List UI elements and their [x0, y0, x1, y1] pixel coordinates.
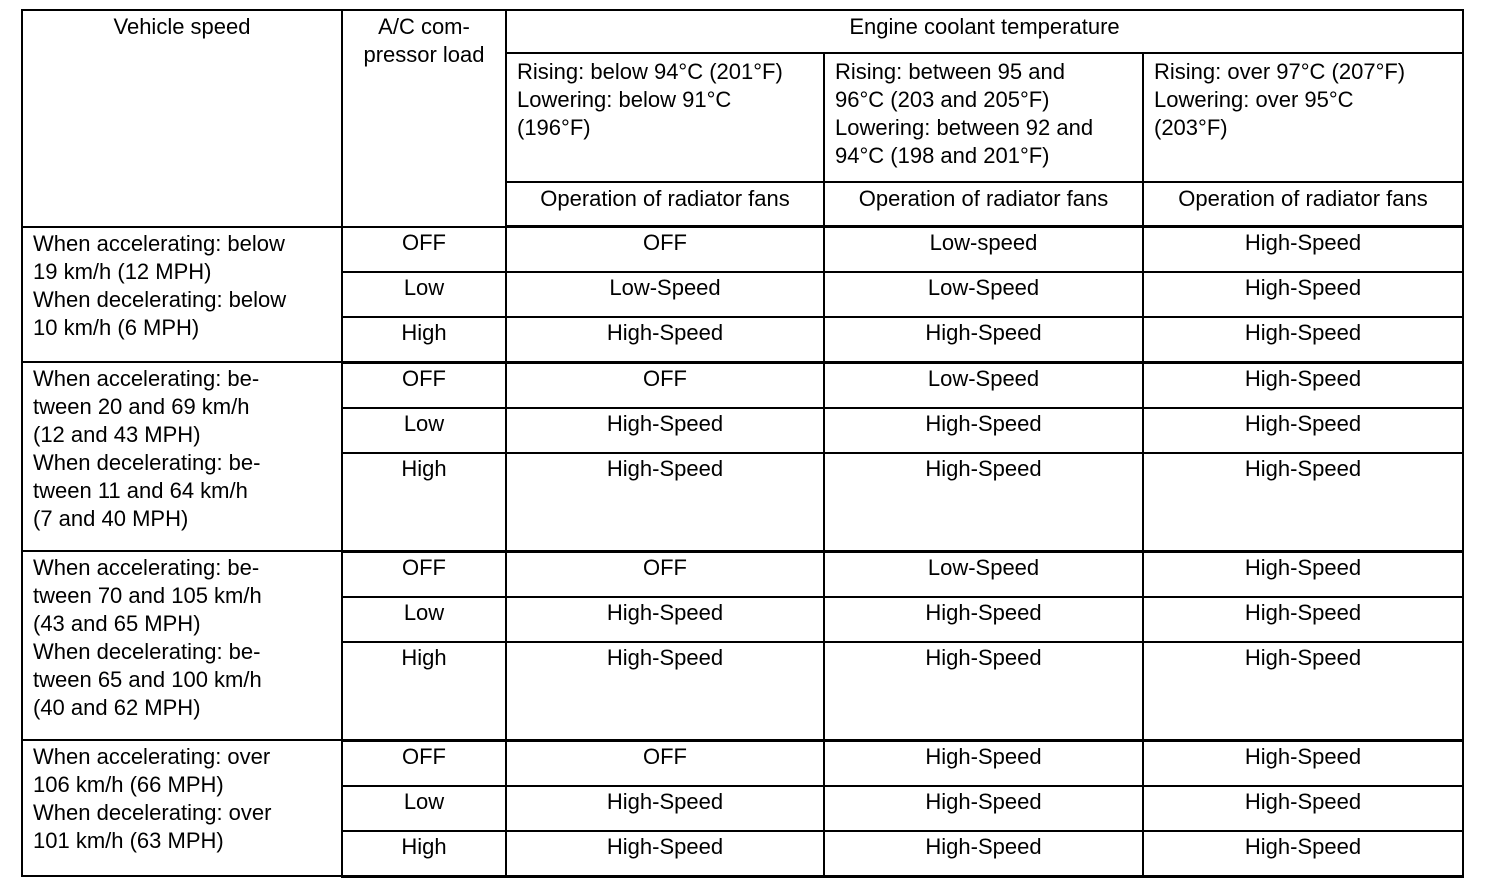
- speed-group-1: When accelerating: below 19 km/h (12 MPH) When decelerating: below 10 km/h (6 MPH): [22, 227, 342, 363]
- fan-cell: High-Speed: [1143, 408, 1463, 453]
- fan-cell: High-Speed: [1143, 453, 1463, 552]
- ac-load-cell: OFF: [342, 227, 506, 272]
- fan-cell: Low-Speed: [824, 272, 1143, 317]
- fan-cell: High-Speed: [506, 453, 824, 552]
- temp-range-1: Rising: below 94°C (201°F) Lowering: below 91°C (196°F): [506, 53, 824, 182]
- fan-cell: High-Speed: [824, 408, 1143, 453]
- fan-cell: High-Speed: [824, 740, 1143, 786]
- ac-load-cell: High: [342, 317, 506, 363]
- fan-cell: High-Speed: [1143, 831, 1463, 877]
- ac-load-cell: Low: [342, 272, 506, 317]
- radiator-fan-operation-table: [21, 9, 1464, 878]
- fan-op-header-1: Operation of radiator fans: [506, 182, 824, 227]
- fan-cell: High-Speed: [824, 317, 1143, 363]
- fan-cell: High-Speed: [506, 831, 824, 877]
- fan-cell: High-Speed: [506, 786, 824, 831]
- fan-cell: High-Speed: [1143, 227, 1463, 272]
- fan-cell: High-Speed: [1143, 597, 1463, 642]
- fan-cell: High-Speed: [1143, 272, 1463, 317]
- ac-load-cell: Low: [342, 408, 506, 453]
- fan-cell: High-Speed: [824, 597, 1143, 642]
- fan-op-header-2: Operation of radiator fans: [824, 182, 1143, 227]
- ac-load-cell: OFF: [342, 740, 506, 786]
- fan-cell: Low-speed: [824, 227, 1143, 272]
- fan-cell: High-Speed: [1143, 642, 1463, 741]
- header-coolant-temp: Engine coolant temperature: [506, 10, 1463, 53]
- header-ac-load: A/C com- pressor load: [342, 10, 506, 227]
- speed-group-4: When accelerating: over 106 km/h (66 MPH) When decelerating: over 101 km/h (63 MPH): [22, 740, 342, 876]
- ac-load-cell: High: [342, 831, 506, 877]
- ac-load-cell: Low: [342, 597, 506, 642]
- temp-range-3: Rising: over 97°C (207°F) Lowering: over 95°C (203°F): [1143, 53, 1463, 182]
- fan-cell: OFF: [506, 362, 824, 408]
- ac-load-cell: High: [342, 453, 506, 552]
- fan-cell: High-Speed: [824, 786, 1143, 831]
- ac-load-cell: OFF: [342, 551, 506, 597]
- fan-cell: OFF: [506, 551, 824, 597]
- speed-group-2: When accelerating: be- tween 20 and 69 km/h (12 and 43 MPH) When decelerating: be- tween 11 and 64 km/h (7 and 40 MPH): [22, 362, 342, 551]
- fan-cell: High-Speed: [1143, 317, 1463, 363]
- fan-op-header-3: Operation of radiator fans: [1143, 182, 1463, 227]
- speed-group-3: When accelerating: be- tween 70 and 105 km/h (43 and 65 MPH) When decelerating: be- tween 65 and 100 km/h (40 and 62 MPH): [22, 551, 342, 740]
- fan-cell: High-Speed: [506, 408, 824, 453]
- fan-cell: High-Speed: [506, 597, 824, 642]
- fan-cell: Low-Speed: [506, 272, 824, 317]
- ac-load-cell: High: [342, 642, 506, 741]
- fan-cell: High-Speed: [506, 642, 824, 741]
- fan-cell: High-Speed: [506, 317, 824, 363]
- fan-cell: High-Speed: [824, 453, 1143, 552]
- fan-cell: Low-Speed: [824, 362, 1143, 408]
- ac-load-cell: OFF: [342, 362, 506, 408]
- fan-cell: High-Speed: [1143, 740, 1463, 786]
- ac-load-cell: Low: [342, 786, 506, 831]
- fan-cell: High-Speed: [1143, 786, 1463, 831]
- fan-cell: High-Speed: [1143, 551, 1463, 597]
- fan-cell: High-Speed: [824, 642, 1143, 741]
- fan-cell: High-Speed: [1143, 362, 1463, 408]
- fan-cell: OFF: [506, 227, 824, 272]
- temp-range-2: Rising: between 95 and 96°C (203 and 205°F) Lowering: between 92 and 94°C (198 and 201°F): [824, 53, 1143, 182]
- header-vehicle-speed: Vehicle speed: [22, 10, 342, 227]
- fan-cell: OFF: [506, 740, 824, 786]
- fan-cell: Low-Speed: [824, 551, 1143, 597]
- fan-cell: High-Speed: [824, 831, 1143, 877]
